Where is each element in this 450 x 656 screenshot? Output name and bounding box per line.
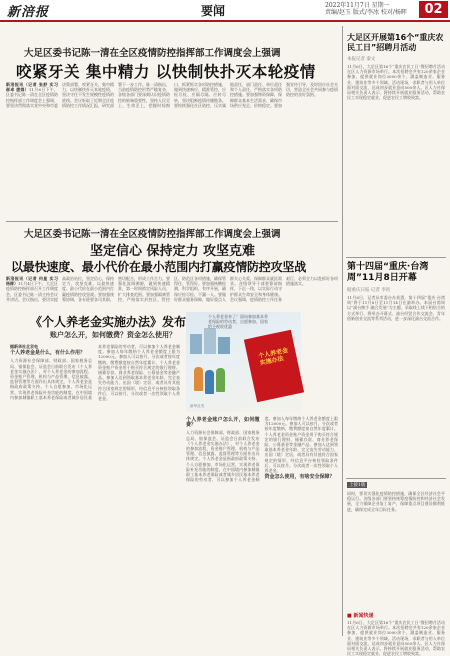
right-story2-headline: 第十四届“重庆·台湾周”11月8日开幕 <box>347 262 429 283</box>
page-number: 02 <box>419 1 448 18</box>
right-story1-headline: 大足区开展第16个“重庆农民工日”招聘月活动 <box>347 33 444 52</box>
right-story2-body: 11月6日，记者从市委台办获悉，第十四届“重庆·台湾周”将于11月8日至11月14日在渝举办。本届台湾周以“渝台携手 融合发展”为主题，采取线上线下相结合的方式举行，将举办开幕式、渝台经贸合作交流会、青年创新创业交流等系列活动，进一步深化渝台交流合作。 <box>347 295 445 321</box>
story3-q2: 个人养老金账户怎么开，如何缴费？ <box>186 417 260 429</box>
illustration-credit: 新华社发 <box>190 404 205 408</box>
story3-subhead: 账户怎么开，如何缴费？资金怎么使用？ <box>50 331 176 339</box>
story1-byline: 新涪报讯（记者 张舒 实习 郝卓 唐娟） <box>6 82 58 93</box>
right-story1-byline: 本报记者 秦文 <box>347 57 376 62</box>
news-flash-label: ■ 新闻快递 <box>347 613 374 619</box>
column-divider <box>342 26 343 636</box>
right-divider-1 <box>346 257 446 258</box>
story2-byline: 新涪报讯（记者 何星 实习 杨柳） <box>6 276 58 287</box>
continued-tag: 上接1版 <box>349 483 366 488</box>
dateline <box>325 2 415 16</box>
story2-headline-line1: 坚定信心 保持定力 攻坚克难 <box>90 244 256 259</box>
policy-book-title: 个人养老金 实施办法 <box>257 347 289 367</box>
continued-body: 同时，要切实强化疫情防控措施，确保全区经济社会平稳运行。各级各部门要坚持统筹疫情防控和经济社会发展，全力保障企业复工复产，保障重点项目建设顺利推进，确保完成全年目标任务。 <box>347 491 445 512</box>
story1-kicker: 大足区委书记陈一清在全区疫情防控指挥部工作调度会上强调 <box>24 48 281 59</box>
masthead <box>0 0 450 22</box>
story1-body <box>6 82 338 184</box>
right-story1-body: 11月6日，大足区第16个“重庆农民工日”暨招聘月活动在区人力资源市场举行。本次招聘会共有120余家企业参加，提供就业岗位3000余个，涵盖制造业、服务业、建筑业等多个领域。活动现场，求职者与用人单位面对面交流，达成初步就业意向500余人。区人力社保局相关负责人表示，将持续开展就业服务活动，帮助农民工实现稳定就业，促进农民工增收致富。 <box>347 64 445 101</box>
policy-book <box>244 330 304 403</box>
story3-text: 人力资源社会保障部、财政部、国家税务总局、银保监会、证监会日前联合发布《个人养老金实施办法》，对个人养老金的参加流程、资金账户管理、机构与产品管理、信息披露、监督管理等方面作出具体规定。个人养老金是指政府政策支持、个人自愿参加、市场化运营、实现养老保险补充功能的制度。在中国境内参加城镇职工基本养老保险或者城乡居民基本养老保险的劳动者，可以参加个人养老金制度。参加人每年缴纳个人养老金额度上限为12000元。参加人可以按月、分次或者按年度缴纳，缴费额度按自然年度累计。个人养老金资金账户资金用于购买符合规定的银行理财、储蓄存款、商业养老保险、公募基金等金融产品。参加人达到领取基本养老金年龄、完全丧失劳动能力、出国（境）定居，或者具有其他符合国家规定的情形，经信息平台核验领取条件后，可以按月、分次或者一次性领取个人养老金。 <box>10 344 180 402</box>
story2-kicker: 大足区委书记陈一清在全区疫情防控指挥部工作调度会上强调 <box>24 229 281 240</box>
illustration-caption: 个人养老金来了！面向参加基本养老保险的劳动者，自愿参加，国家给予税收优惠 <box>208 314 268 329</box>
story3-body-right <box>186 416 338 634</box>
story3-source: 据新华社北京电 <box>10 344 38 349</box>
date: 2022年11月7日 星期一 <box>325 2 390 9</box>
news-flash-body: 11月6日，大足区第16个“重庆农民工日”暨招聘月活动在区人力资源市场举行。本次招聘会共有120余家企业参加，提供就业岗位3000余个，涵盖制造业、服务业、建筑业等多个领域。活动现场，求职者与用人单位面对面交流，达成初步就业意向500余人。区人力社保局相关负责人表示，将持续开展就业服务活动，帮助农民工实现稳定就业，促进农民工增收致富。 <box>347 620 445 656</box>
divider <box>6 221 338 222</box>
story3-headline: 《个人养老金实施办法》发布 <box>30 315 187 329</box>
story1-text: 11月6日下午，区委书记陈一清在全区疫情防控指挥部工作调度会上强调，要坚决贯彻落实党中央和市委决策部署，咬紧牙关、集中精力，以快制快扑灭本轮疫情，坚决守住不发生规模性疫情的底线。会议听取了近期全区疫情防控工作情况汇报，研究部署下一步工作。陈一清指出，当前疫情防控形势严峻复杂，各级各部门要深刻认识疫情防控的极端重要性，坚持人民至上、生命至上，把握时间窗口，抓紧抓实各项防控措施，做到快速响应、精准管控、应检尽检、应隔尽隔、应转尽转，坚决阻断疫情传播链条。要持续强化社区防控，压实属地责任、部门责任、单位责任和个人责任，严格落实各项防控措施。要加强物资保障，保障群众基本生活需求，确保市场供应充足、价格稳定。要加强宣传引导，及时回应社会关切，营造全社会共同参与疫情防控的良好氛围。 <box>6 82 338 108</box>
building-icons <box>190 328 230 356</box>
story3-q3: 资金怎么使用，有啥安全保障？ <box>264 474 335 481</box>
right-divider-2 <box>346 478 446 479</box>
story3-text-2: 人力资源社会保障部、财政部、国家税务总局、银保监会、证监会日前联合发布《个人养老金实施办法》，对个人养老金的参加流程、资金账户管理、机构与产品管理、信息披露、监督管理等方面作出具体规定。个人养老金是指政府政策支持、个人自愿参加、市场化运营、实现养老保险补充功能的制度。在中国境内参加城镇职工基本养老保险或者城乡居民基本养老保险的劳动者，可以参加个人养老金制度。参加人每年缴纳个人养老金额度上限为12000元。参加人可以按月、分次或者按年度缴纳，缴费额度按自然年度累计。个人养老金资金账户资金用于购买符合规定的银行理财、储蓄存款、商业养老保险、公募基金等金融产品。参加人达到领取基本养老金年龄、完全丧失劳动能力、出国（境）定居，或者具有其他符合国家规定的情形，经信息平台核验领取条件后，可以按月、分次或者一次性领取个人养老金。 <box>186 416 338 483</box>
story2-headline-line2: 以最快速度、最小代价在最小范围内打赢疫情防控攻坚战 <box>11 260 307 274</box>
right-story2-byline: 据重庆日报 记者 李珩 <box>347 288 391 293</box>
newspaper-logo: 新涪报 <box>7 5 50 20</box>
story3-body-left <box>10 344 180 634</box>
pension-illustration <box>186 312 301 412</box>
story1-headline: 咬紧牙关 集中精力 以快制快扑灭本轮疫情 <box>16 63 316 81</box>
section-title: 要闻 <box>201 4 226 18</box>
story2-text: 11月4日下午，大足区疫情防控指挥部召开工作调度会，区委书记陈一清主持会议并讲话。会议指出，要切实提高政治站位，坚定信心，保持定力，攻坚克难，以最快速度、最小代价在最小范围内打赢疫情防控攻坚战。要加强统筹协调，各专班要各司其职、密切配合，形成工作合力。要强化流调溯源，做到快速精准，第一时间锁定风险人员，扩大排查范围。要加强隔离管控，严格落实封控区、管控区、防范区各项措施，确保管得住、管得好。要加强核酸检测，科学组织，有序开展，确保应检尽检、不漏一人。要做好群众服务保障，做好重点人群关心关爱，保障群众就医需求。各级领导干部要靠前指挥，下沉一线，以实际行动守护群众生命安全和身体健康。会议强调，疫情防控工作任务艰巨，必须全力以赴抓好各项措施落实。 <box>6 276 338 302</box>
story3-q1: 个人养老金是什么，有什么作用？ <box>10 350 86 357</box>
editors: 责编/赵玉 版式/李冰 校对/杨晖 <box>325 9 407 16</box>
